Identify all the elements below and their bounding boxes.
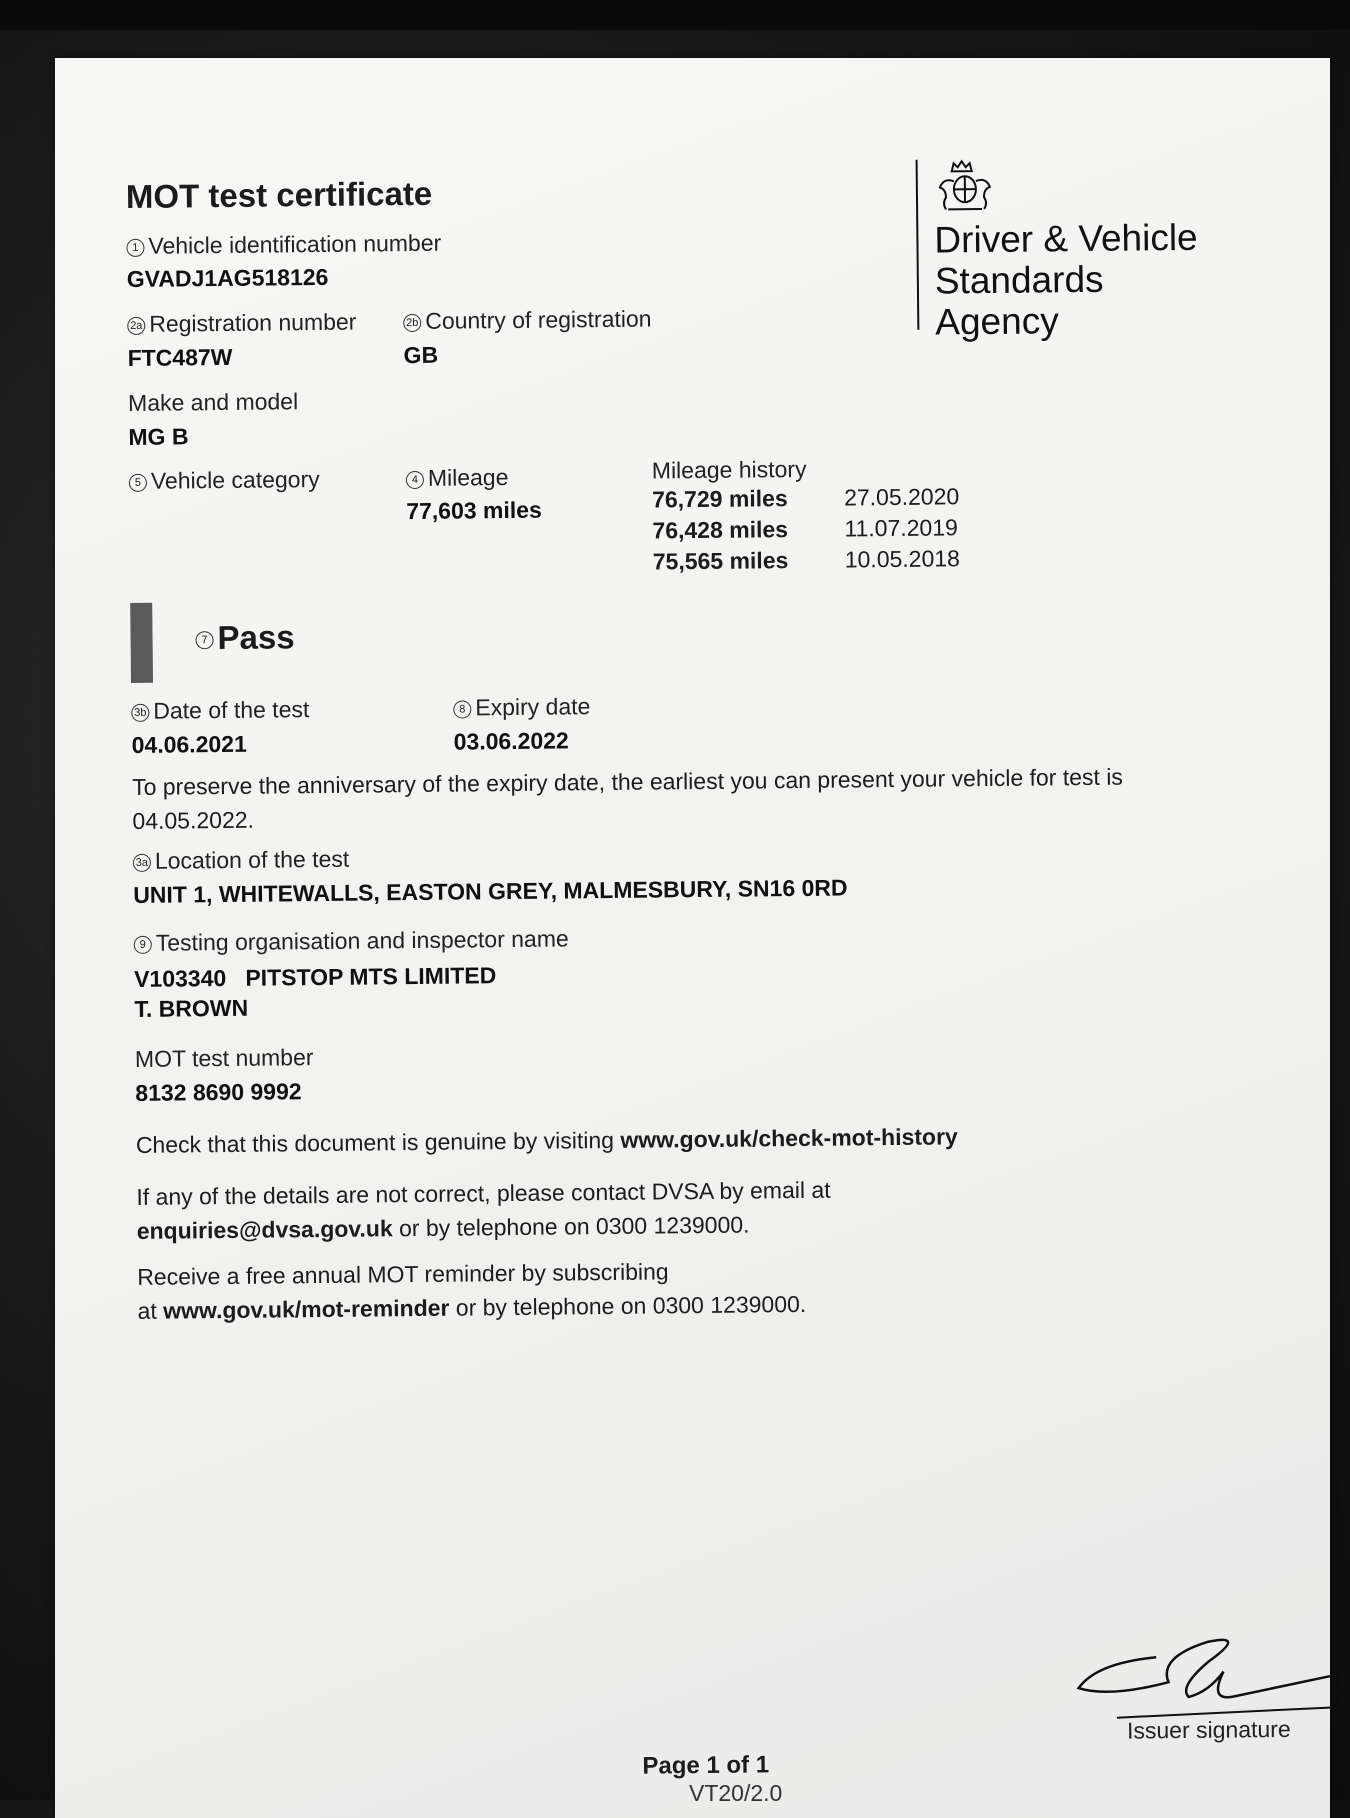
issuer-signature-image [1076,1635,1337,1728]
field-number-badge: 2b [403,314,421,332]
organisation-name: PITSTOP MTS LIMITED [245,962,496,991]
issuer-signature-label: Issuer signature [1127,1716,1291,1745]
test-date-value: 04.06.2021 [132,731,247,759]
field-number-badge: 8 [453,700,471,718]
field-number-badge: 3a [133,854,151,872]
field-number-badge: 9 [134,936,152,954]
test-number-label: MOT test number [135,1044,314,1073]
check-genuine-text: Check that this document is genuine by visiting www.gov.uk/check-mot-history [136,1119,958,1162]
logo-divider [916,160,920,330]
form-code: VT20/2.0 [689,1780,782,1807]
field-number-badge: 7 [195,631,213,649]
location-value: UNIT 1, WHITEWALLS, EASTON GREY, MALMESBURY, SN16 0RD [133,874,848,908]
field-number-badge: 3b [131,704,149,722]
contact-text: If any of the details are not correct, please contact DVSA by email at enquiries@dvsa.gov.uk or by telephone on 0300 1239000. [136,1173,831,1248]
organisation-code: V103340 [134,965,226,992]
country-value: GB [403,342,438,369]
test-number-value: 8132 8690 9992 [135,1078,302,1107]
page-number: Page 1 of 1 [642,1751,769,1780]
anniversary-note: To preserve the anniversary of the expiry date, the earliest you can present your vehicle for test is 04.05.2022. [132,759,1213,838]
make-model-value: MG B [128,423,188,451]
mileage-history-row: 76,729 miles 27.05.2020 [652,483,972,517]
expiry-date-value: 03.06.2022 [454,727,569,755]
field-number-badge: 1 [126,239,144,257]
vin-value: GVADJ1AG518126 [127,264,329,293]
mileage-history-label: Mileage history [652,456,807,485]
make-model-label: Make and model [128,388,298,417]
mot-reminder-link[interactable]: www.gov.uk/mot-reminder [163,1295,450,1324]
vehicle-category-label: 5 Vehicle category [129,466,320,495]
mot-certificate-page [55,58,1330,1818]
check-mot-history-link[interactable]: www.gov.uk/check-mot-history [620,1123,958,1153]
mileage-label: 4 Mileage [406,464,509,492]
field-number-badge: 5 [129,474,147,492]
registration-value: FTC487W [127,344,232,372]
vin-label: 1 Vehicle identification number [126,230,441,260]
test-date-label: 3b Date of the test [131,696,309,725]
background-top [0,0,1350,30]
field-number-badge: 4 [406,471,424,489]
royal-crest-icon [930,159,1001,216]
mileage-value: 77,603 miles [406,497,542,525]
mileage-history-row: 75,565 miles 10.05.2018 [653,545,973,579]
location-label: 3a Location of the test [133,846,350,875]
pass-indicator-bar [130,603,153,683]
test-result [195,618,294,657]
organisation-label: 9 Testing organisation and inspector name [134,925,569,957]
reminder-text: Receive a free annual MOT reminder by subscribing at www.gov.uk/mot-reminder or by telephone on 0300 1239000. [137,1253,806,1328]
certificate-title: MOT test certificate [126,175,433,216]
dvsa-logo [916,157,1218,340]
logo-wordmark: Driver & Vehicle Standards Agency [934,217,1198,343]
dvsa-email-link[interactable]: enquiries@dvsa.gov.uk [137,1215,393,1244]
organisation-value [134,962,496,993]
country-label: 2b Country of registration [403,305,652,335]
registration-label: 2a Registration number [127,309,356,338]
field-number-badge: 2a [127,317,145,335]
mileage-history-row: 76,428 miles 11.07.2019 [652,514,972,548]
mileage-history-list [652,483,973,579]
result-value: Pass [217,618,294,656]
expiry-date-label: 8 Expiry date [453,693,590,721]
certificate-content [125,96,1293,1788]
inspector-name: T. BROWN [134,995,248,1023]
